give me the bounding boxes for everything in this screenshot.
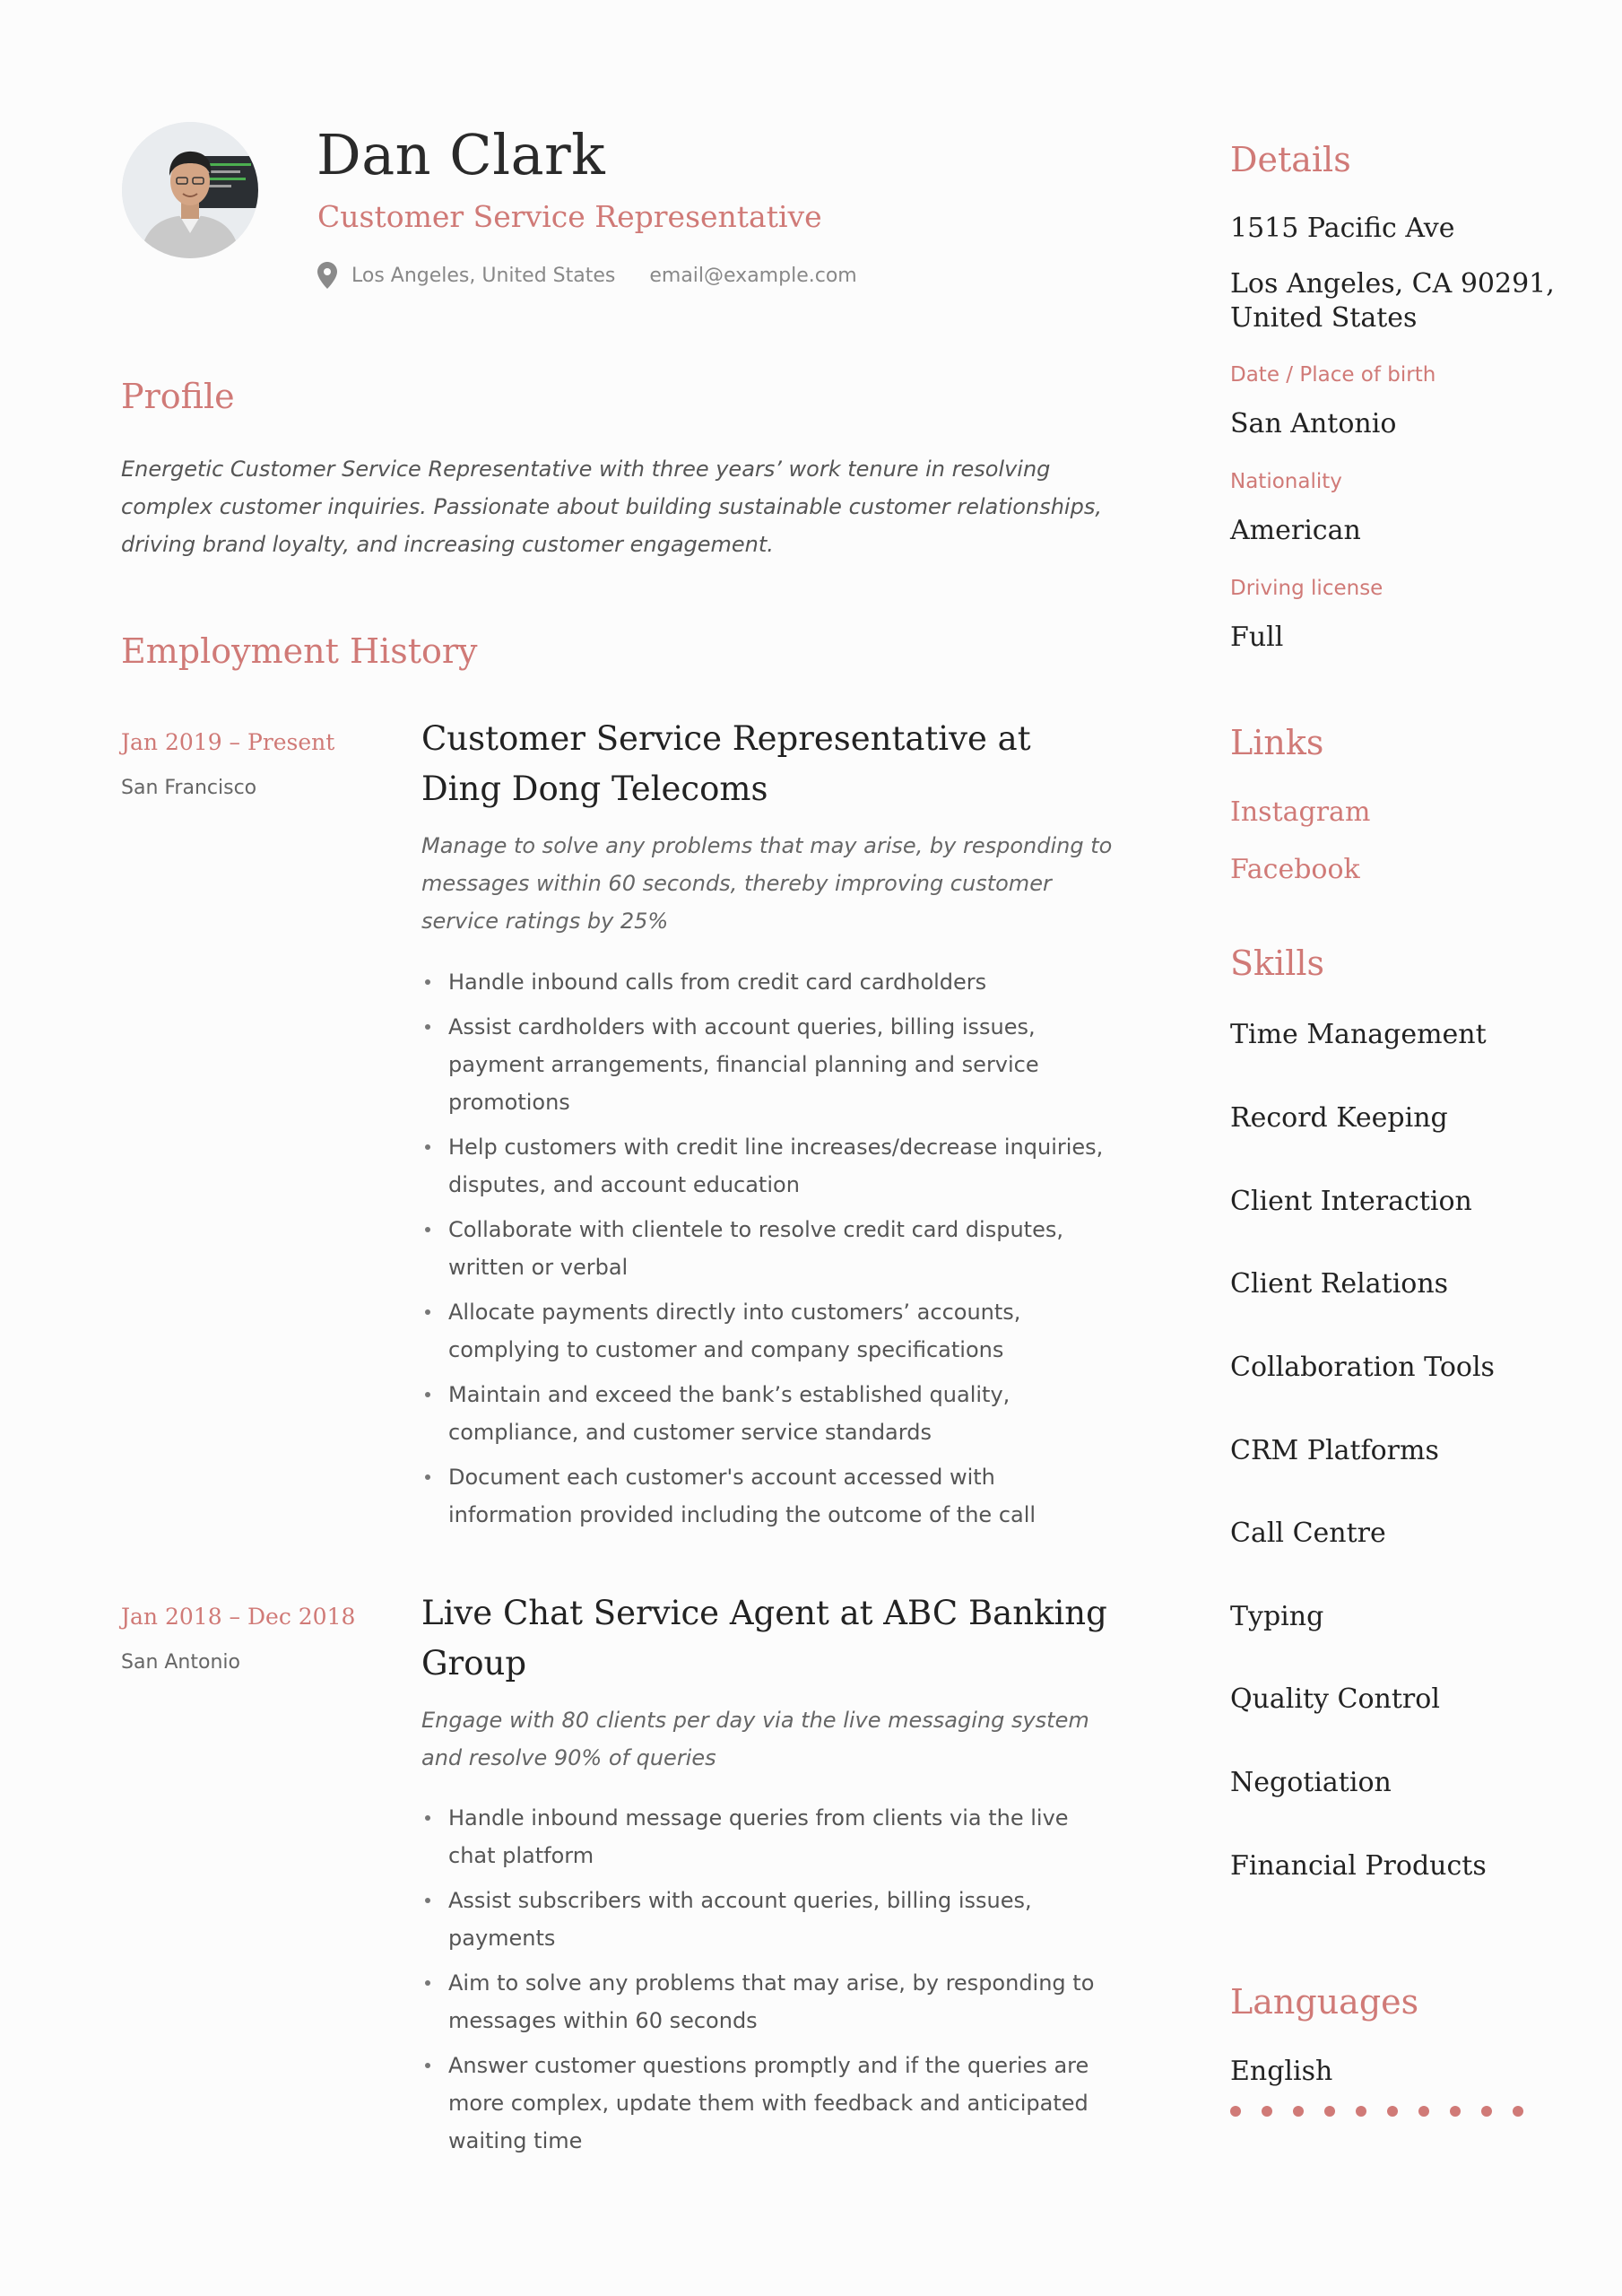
address-line-2: Los Angeles, CA 90291, [1230, 268, 1555, 300]
job-summary: Engage with 80 clients per day via the live messaging system and resolve 90% of queries [421, 1708, 1089, 1770]
details-heading: Details [1230, 140, 1351, 179]
candidate-title: Customer Service Representative [317, 199, 822, 234]
language-level-dot [1513, 2106, 1523, 2117]
language-name: English [1230, 2056, 1333, 2087]
person-photo-icon [122, 122, 258, 258]
language-level-indicator [1230, 2106, 1544, 2117]
location-text: Los Angeles, United States [351, 264, 616, 287]
profile-heading: Profile [121, 377, 235, 416]
skill-item: Collaboration Tools [1230, 1352, 1495, 1383]
job-bullet: Handle inbound message queries from clients via the live chat platform [421, 1799, 1121, 1874]
employment-heading: Employment History [121, 631, 478, 671]
email-link[interactable]: email@example.com [649, 264, 857, 287]
language-level-dot [1324, 2106, 1335, 2117]
job-bullet: Allocate payments directly into customers’ accounts, complying to customer and company specifications [421, 1293, 1121, 1369]
job-bullet: Answer customer questions promptly and if the queries are more complex, update them with feedback and anticipated waiting time [421, 2047, 1121, 2160]
skill-item: Quality Control [1230, 1683, 1440, 1715]
language-level-dot [1293, 2106, 1304, 2117]
language-level-dot [1450, 2106, 1461, 2117]
nationality-label: Nationality [1230, 470, 1342, 493]
skill-item: Negotiation [1230, 1767, 1392, 1798]
job-title: Live Chat Service Agent at ABC Banking Group [421, 1594, 1107, 1683]
job-dates: Jan 2019 – Present [121, 729, 335, 755]
skill-item: Client Interaction [1230, 1186, 1472, 1217]
skill-item: CRM Platforms [1230, 1435, 1439, 1466]
license-value: Full [1230, 622, 1284, 653]
language-level-dot [1262, 2106, 1272, 2117]
job-city: San Antonio [121, 1651, 240, 1674]
birth-value: San Antonio [1230, 408, 1397, 439]
job-bullet-list [421, 963, 1121, 1541]
job-bullet: Assist cardholders with account queries, billing issues, payment arrangements, financial planning and service promotions [421, 1008, 1121, 1121]
job-bullet: Help customers with credit line increases/decrease inquiries, disputes, and account education [421, 1128, 1121, 1204]
skill-item: Call Centre [1230, 1518, 1386, 1549]
skill-item: Financial Products [1230, 1850, 1487, 1882]
languages-heading: Languages [1230, 1982, 1419, 2022]
job-bullet-list [421, 1799, 1121, 2167]
job-bullet: Collaborate with clientele to resolve credit card disputes, written or verbal [421, 1211, 1121, 1286]
job-summary: Manage to solve any problems that may arise, by responding to messages within 60 seconds, thereby improving customer service ratings by 25% [421, 833, 1113, 934]
job-title: Customer Service Representative at Ding Dong Telecoms [421, 719, 1031, 808]
contact-line [317, 262, 857, 289]
address-line-1: 1515 Pacific Ave [1230, 213, 1455, 244]
location-pin-icon [317, 262, 337, 289]
job-bullet: Handle inbound calls from credit card cardholders [421, 963, 1121, 1001]
links-heading: Links [1230, 723, 1324, 762]
skill-item: Record Keeping [1230, 1102, 1448, 1134]
facebook-link[interactable]: Facebook [1230, 854, 1360, 885]
skill-item: Typing [1230, 1601, 1324, 1632]
job-dates: Jan 2018 – Dec 2018 [121, 1604, 356, 1630]
license-label: Driving license [1230, 577, 1383, 600]
language-level-dot [1481, 2106, 1492, 2117]
job-bullet: Aim to solve any problems that may arise, by responding to messages within 60 seconds [421, 1964, 1121, 2039]
birth-label: Date / Place of birth [1230, 363, 1436, 387]
instagram-link[interactable]: Instagram [1230, 796, 1371, 828]
job-city: San Francisco [121, 777, 257, 799]
job-bullet: Document each customer's account accessed with information provided including the outcome of the call [421, 1458, 1121, 1534]
skills-heading: Skills [1230, 944, 1325, 983]
address-line-3: United States [1230, 302, 1418, 334]
language-level-dot [1387, 2106, 1398, 2117]
job-bullet: Assist subscribers with account queries, billing issues, payments [421, 1882, 1121, 1957]
skill-item: Client Relations [1230, 1268, 1449, 1300]
candidate-name: Dan Clark [317, 122, 606, 187]
language-level-dot [1356, 2106, 1366, 2117]
job-bullet: Maintain and exceed the bank’s established quality, compliance, and customer service standards [421, 1376, 1121, 1451]
profile-text: Energetic Customer Service Representative with three years’ work tenure in resolving complex customer inquiries. Passionate about building sustainable customer relationships, driving brand loyalty, and increasing customer engagement. [121, 457, 1102, 557]
nationality-value: American [1230, 515, 1361, 546]
avatar [122, 122, 258, 258]
skill-item: Time Management [1230, 1019, 1487, 1050]
language-level-dot [1230, 2106, 1241, 2117]
language-level-dot [1418, 2106, 1429, 2117]
